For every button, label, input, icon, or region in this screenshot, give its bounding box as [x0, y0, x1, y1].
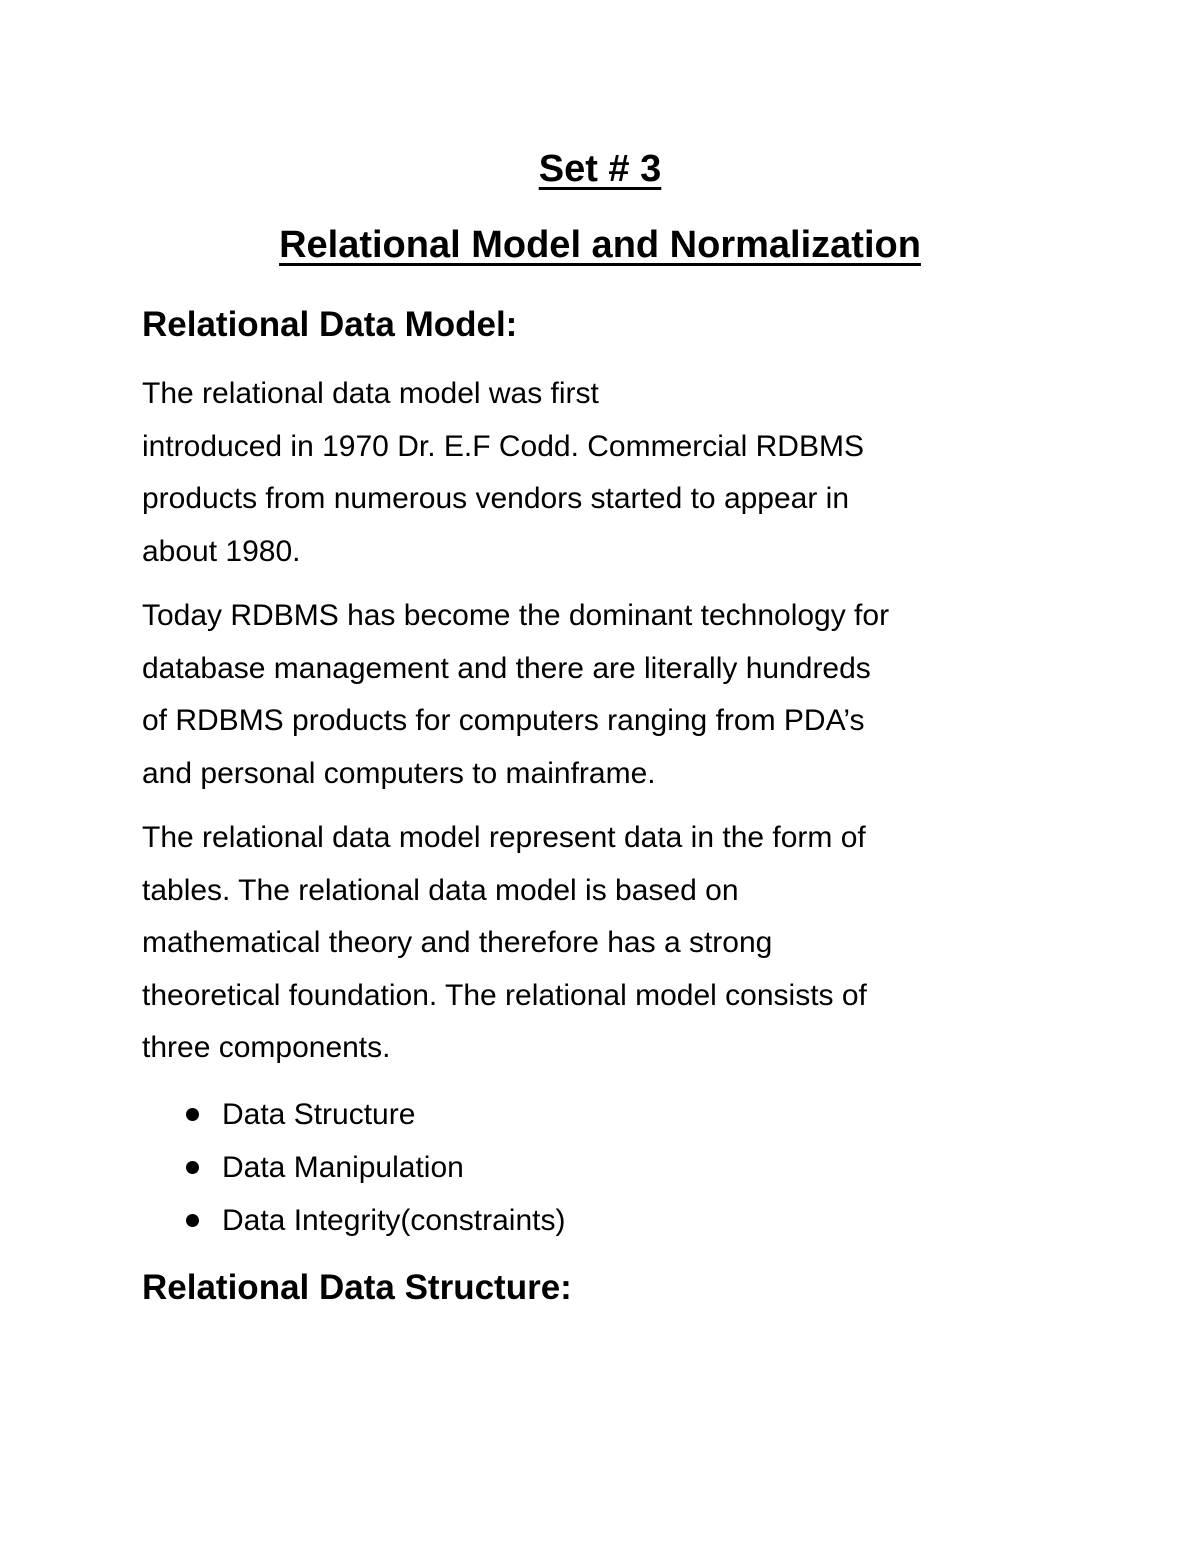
main-title: Relational Model and Normalization [279, 224, 921, 266]
section-heading-relational-data-model: Relational Data Model: [142, 305, 518, 344]
bullet-icon [186, 1161, 199, 1174]
bullet-icon [186, 1108, 199, 1121]
list-item-label: Data Structure [222, 1098, 416, 1131]
section-heading-relational-data-structure: Relational Data Structure: [142, 1268, 572, 1307]
list-item-label: Data Integrity(constraints) [222, 1204, 566, 1237]
paragraph-intro: The relational data model was first introduced in 1970 Dr. E.F Codd. Commercial RDBMS products from numerous vendors started to appear in about 1980. [142, 377, 864, 568]
set-title: Set # 3 [538, 148, 662, 190]
list-item [186, 1088, 565, 1141]
paragraph-tables: The relational data model represent data in the form of tables. The relational data model is based on mathematical theory and therefore has a strong theoretical foundation. The relational model consists of three components. [142, 821, 867, 1064]
paragraph-rdbms-today: Today RDBMS has become the dominant technology for database management and there are literally hundreds of RDBMS products for computers ranging from PDA’s and personal computers to mainframe. [142, 599, 890, 790]
list-item [186, 1141, 565, 1194]
list-item-label: Data Manipulation [222, 1151, 464, 1184]
bullet-icon [186, 1214, 199, 1227]
components-list [186, 1088, 565, 1247]
list-item [186, 1194, 565, 1247]
